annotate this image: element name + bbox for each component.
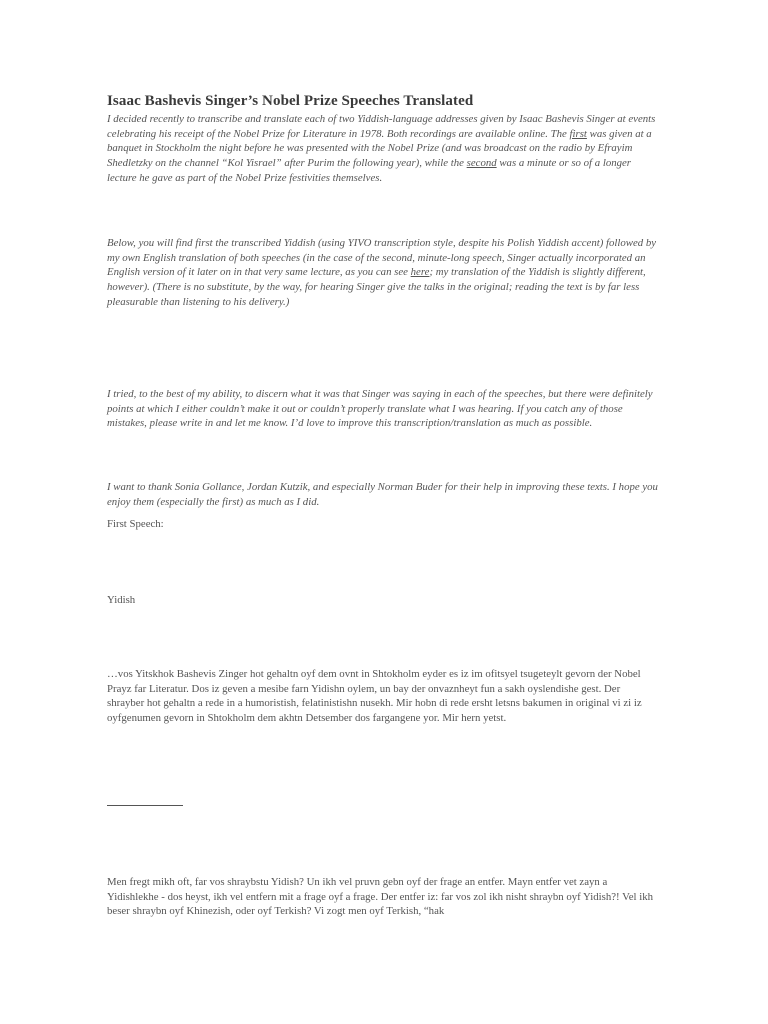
yiddish-paragraph-2: Men fregt mikh oft, far vos shraybstu Yidish? Un ikh vel pruvn gebn oyf der frage an entfer. Mayn entfer vet zayn a Yidishlekhe - dos heyst, ikh vel entfern mit a frage oyf a frage. Der entfer iz: far vos zol ikh nisht shraybn oyf Yidish?! Vel ikh beser shraybn oyf Khinezish, oder oyf Terkish? Vi zogt men oyf Terkish, “hak xyxy=(107,876,653,918)
section-divider xyxy=(107,805,183,806)
intro-text: was given at a banquet in Stockholm the night before he was presented with the Nobel Prize (and was broadcast on the radio by Efrayim Shedletzky on the channel “Kol Yisrael” after Purim the following year), while the xyxy=(107,127,652,170)
intro-paragraph-3: I tried, to the best of my ability, to discern what it was that Singer was saying in each of the speeches, but there were definitely points at which I either couldn’t make it out or couldn’t properly translate what I was hearing. If you catch any of those mistakes, please write in and let me know. I’d love to improve this transcription/translation as much as possible. xyxy=(107,388,653,430)
intro-text: I decided recently to transcribe and translate each of two Yiddish-language addresses given by Isaac Bashevis Singer at events celebrating his receipt of the Nobel Prize for Literature in 1978. Both recordings are available online. The xyxy=(107,113,656,140)
here-link[interactable]: here xyxy=(410,266,430,279)
intro-paragraph-4: I want to thank Sonia Gollance, Jordan Kutzik, and especially Norman Buder for their help in improving these texts. I hope you enjoy them (especially the first) as much as I did. xyxy=(107,481,658,508)
page-title: Isaac Bashevis Singer’s Nobel Prize Speeches Translated xyxy=(107,93,474,109)
intro-text: Below, you will find first the transcribed Yiddish (using YIVO transcription style, despite his Polish Yiddish accent) followed by my own English translation of both speeches (in the case of the second, minute-long speech, Singer actually incorporated an English version of it later on in that very same lecture, as you can see xyxy=(107,237,657,279)
yidish-label: Yidish xyxy=(107,594,136,606)
first-speech-link[interactable]: first xyxy=(569,127,587,140)
second-speech-link[interactable]: second xyxy=(466,157,497,170)
intro-paragraph-1 xyxy=(107,112,659,186)
intro-paragraph-2 xyxy=(107,236,659,310)
yiddish-paragraph-1: …vos Yitskhok Bashevis Zinger hot gehaltn oyf dem ovnt in Shtokholm eyder es iz im ofitsyel tsugeteylt gevorn der Nobel Prayz far Literatur. Dos iz geven a mesibe farn Yidishn oylem, un bay der onvaznheyt fun a sakh oyslendishe gest. Der shrayber hot gehaltn a rede in a humoristish, felatinistishn nusekh. Mir hobn di rede ersht letsns bakumen in original vi zi iz oyfgenumen gevorn in Shtokholm dem akhtn Detsember dos fargangene yor. Mir hern yetst. xyxy=(107,668,642,725)
first-speech-label: First Speech: xyxy=(107,518,164,530)
intro-text: was a minute or so of a longer lecture he gave as part of the Nobel Prize festivities themselves. xyxy=(107,157,632,184)
intro-text: ; my translation of the Yiddish is slightly different, however). (There is no substitute, by the way, for hearing Singer give the talks in the original; reading the text is by far less pleasurable than listening to his delivery.) xyxy=(107,266,646,308)
